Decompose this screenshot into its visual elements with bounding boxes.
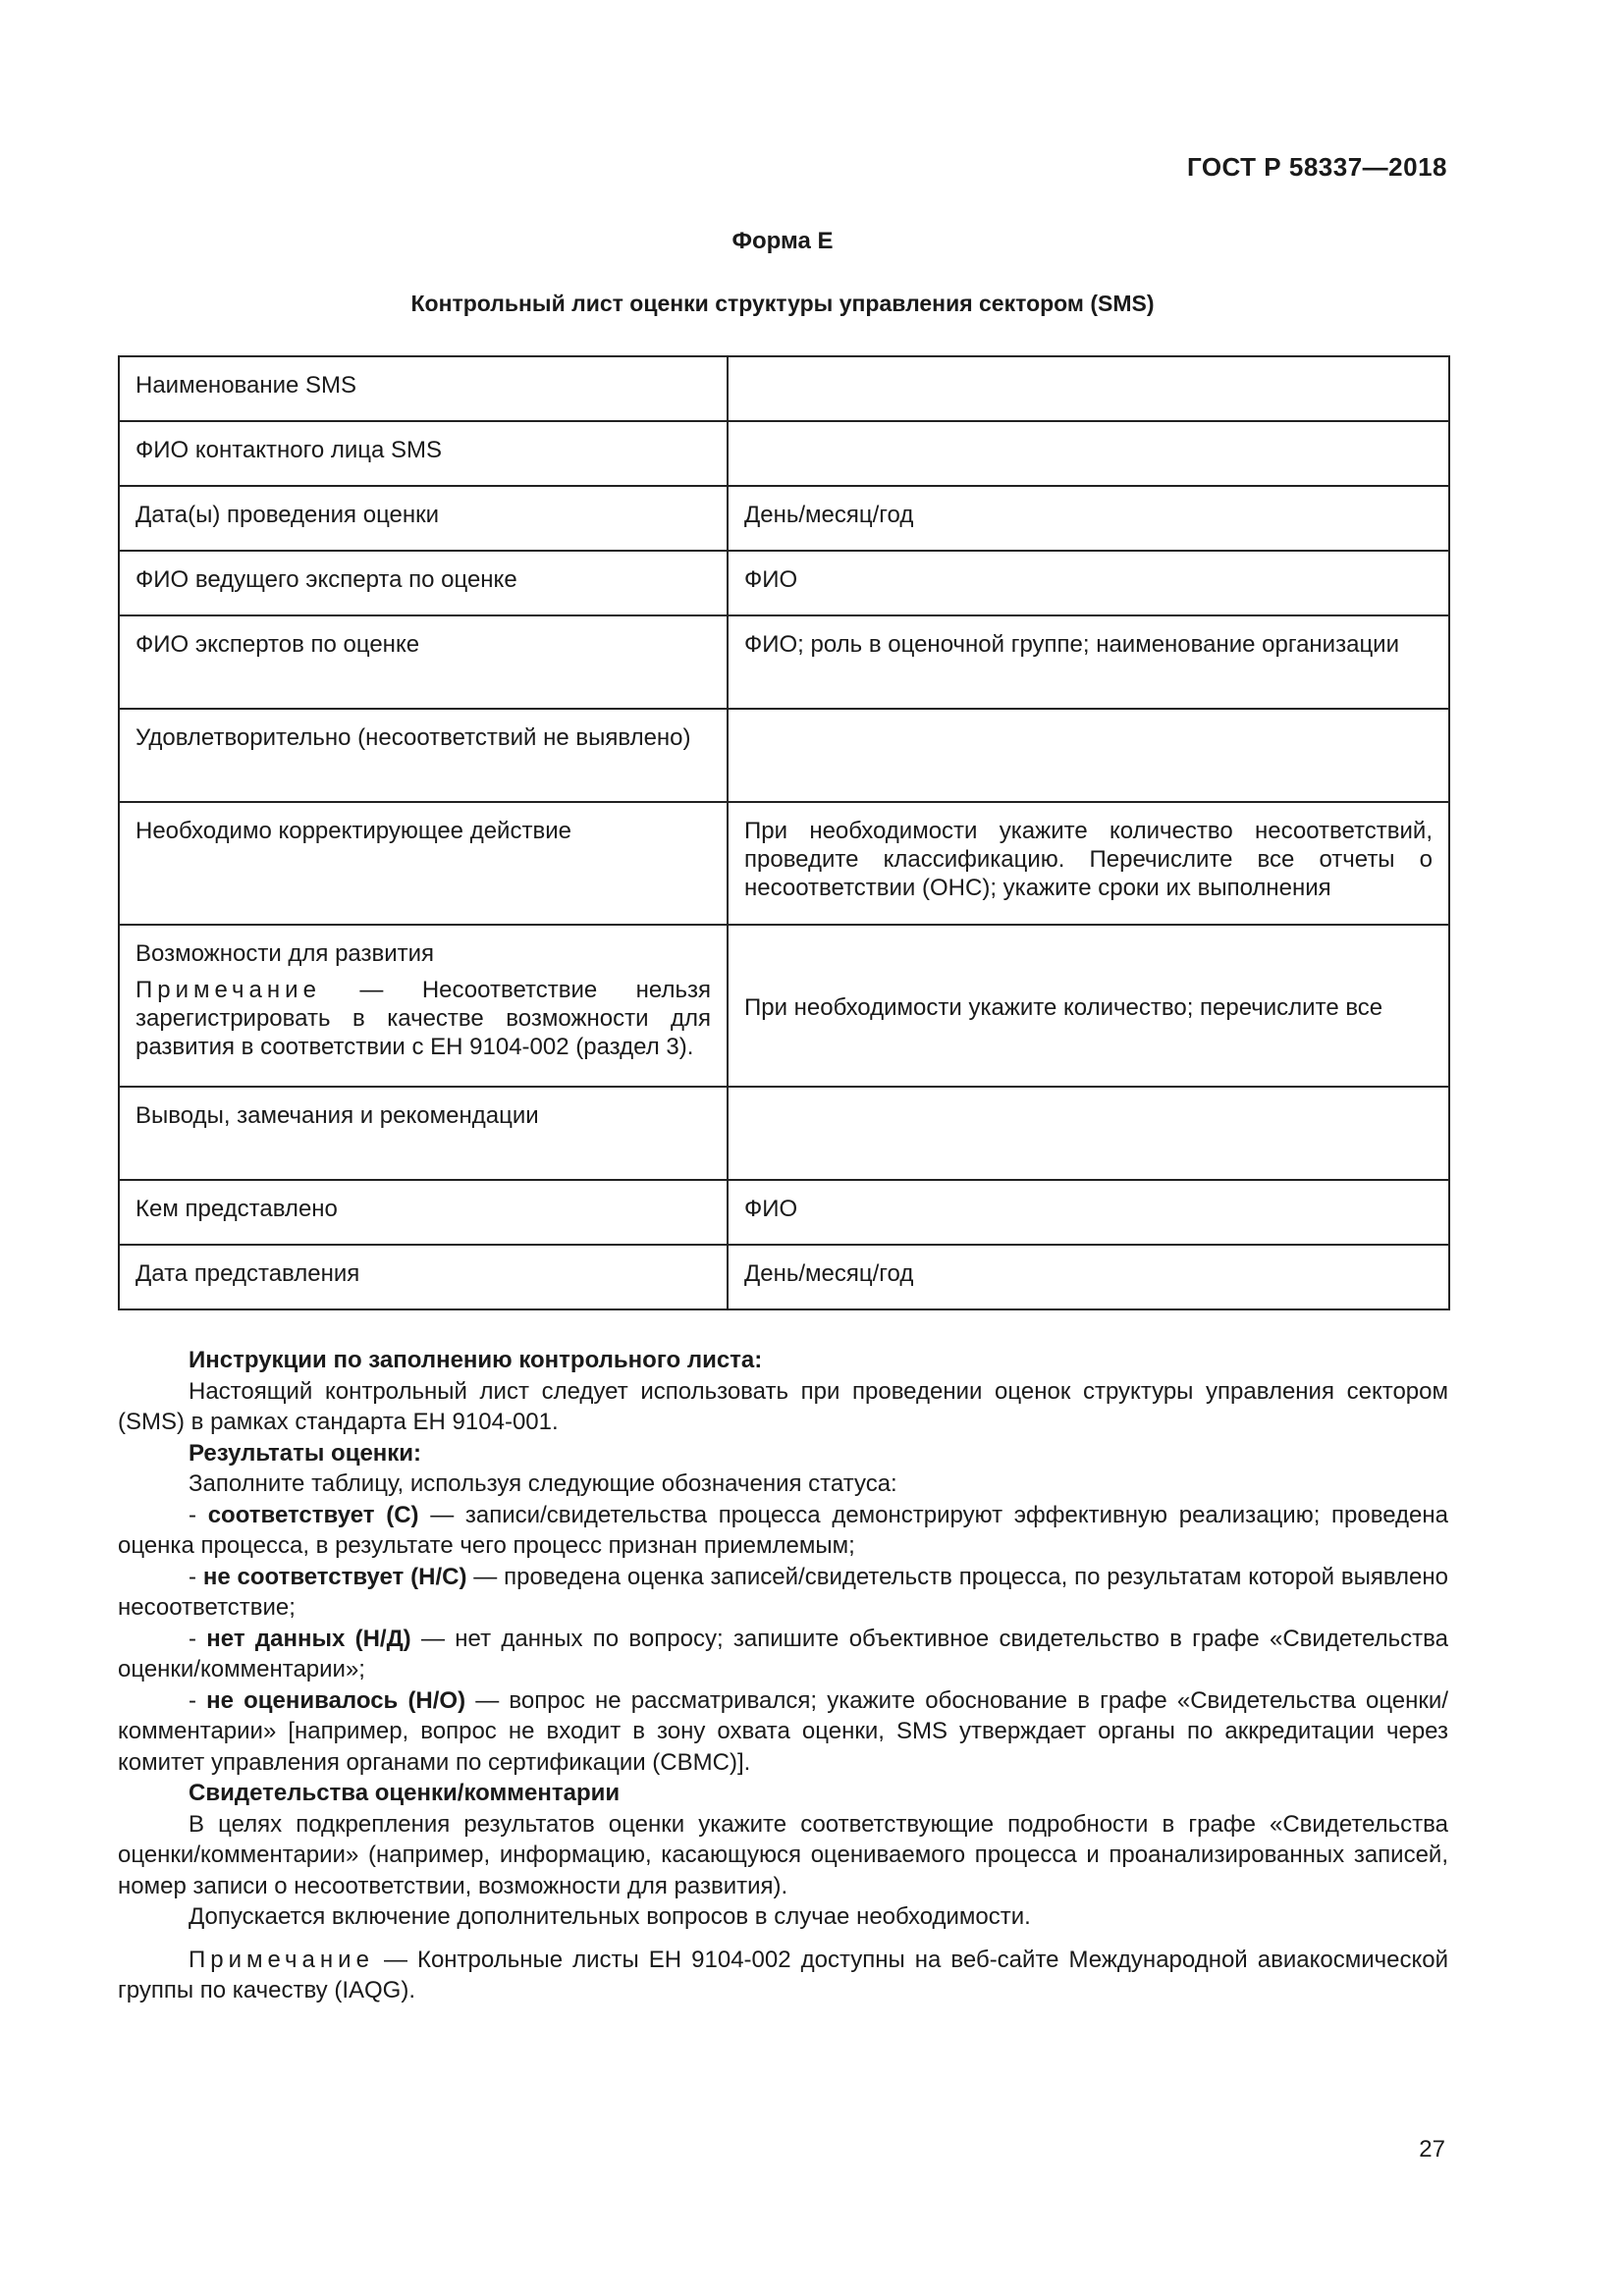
table-row [119, 1180, 1449, 1245]
table-row [119, 802, 1449, 925]
document-code: ГОСТ Р 58337—2018 [1186, 152, 1447, 182]
status-item: - не оценивалось (Н/О) — вопрос не рассматривался; укажите обоснование в графе «Свидетельства оценки/комментарии» [например, вопрос не входит в зону охвата оценки, SMS утверждает органы по аккредитации через комитет управления органами по сертификации (CBMC)]. [118, 1686, 1448, 1776]
row-value: ФИО; роль в оценочной группе; наименование организации [728, 615, 1449, 709]
note-text: — Несоответствие нельзя зарегистрировать в качестве возможности для развития в соответствии с ЕН 9104-002 (раздел 3). [135, 977, 711, 1060]
table-row [119, 925, 1449, 1087]
row-value [728, 1087, 1449, 1180]
table-row [119, 356, 1449, 421]
row-label: Возможности для развития [135, 940, 435, 967]
status-item: - не соответствует (Н/С) — проведена оценка записей/свидетельств процесса, по результатам которой выявлено несоответствие; [118, 1563, 1448, 1621]
results-intro: Заполните таблицу, используя следующие обозначения статуса: [189, 1470, 897, 1497]
table-row [119, 421, 1449, 486]
status-text: — записи/свидетельства процесса демонстрируют эффективную реализацию; проведена оценка процесса, в результате чего процесс признан приемлемым; [118, 1501, 1448, 1559]
checklist-table [118, 355, 1450, 1310]
row-label: Удовлетворительно (несоответствий не выявлено) [119, 709, 728, 802]
instructions-intro: Настоящий контрольный лист следует использовать при проведении оценок структуры управления сектором (SMS) в рамках стандарта ЕН 9104-001. [118, 1377, 1448, 1435]
instructions-section [118, 1345, 1448, 2006]
row-value [728, 356, 1449, 421]
status-item: - соответствует (С) — записи/свидетельства процесса демонстрируют эффективную реализацию; проведена оценка процесса, в результате чего процесс признан приемлемым; [118, 1501, 1448, 1559]
status-text: — проведена оценка записей/свидетельств процесса, по результатам которой выявлено несоответствие; [118, 1563, 1448, 1621]
note-prefix: Примечание [135, 977, 321, 1003]
row-label: ФИО экспертов по оценке [119, 615, 728, 709]
row-label: Кем представлено [119, 1180, 728, 1245]
table-row [119, 486, 1449, 551]
form-subtitle: Контрольный лист оценки структуры управления сектором (SMS) [410, 291, 1155, 316]
page-number: 27 [1419, 2136, 1445, 2163]
row-value: День/месяц/год [728, 1245, 1449, 1309]
status-term: не соответствует (Н/С) [202, 1563, 467, 1590]
row-label: Дата(ы) проведения оценки [119, 486, 728, 551]
table-row [119, 551, 1449, 615]
row-value: При необходимости укажите количество; перечислите все [728, 925, 1449, 1087]
table-row [119, 709, 1449, 802]
evidence-text: В целях подкрепления результатов оценки укажите соответствующие подробности в графе «Свидетельства оценки/комментарии» (например, информацию, касающуюся оцениваемого процесса и проанализированных записей, номер записи о несоответствии, возможности для развития). [118, 1810, 1448, 1899]
row-value: При необходимости укажите количество несоответствий, проведите классификацию. Перечислите все отчеты о несоответствии (ОНС); укажите сроки их выполнения [728, 802, 1449, 925]
row-value: День/месяц/год [728, 486, 1449, 551]
row-value: ФИО [728, 551, 1449, 615]
form-title: Форма Е [731, 228, 834, 254]
results-heading: Результаты оценки: [189, 1439, 422, 1467]
row-value [728, 421, 1449, 486]
status-term: нет данных (Н/Д) [206, 1625, 411, 1652]
status-text: — вопрос не рассматривался; укажите обоснование в графе «Свидетельства оценки/комментарии» [например, вопрос не входит в зону охвата оценки, SMS утверждает органы по аккредитации через комитет управления органами по сертификации (CBMC)]. [118, 1686, 1448, 1776]
table-row [119, 1245, 1449, 1309]
final-note [118, 1945, 1448, 2006]
row-value [728, 709, 1449, 802]
row-label: Наименование SMS [119, 356, 728, 421]
row-label: Дата представления [119, 1245, 728, 1309]
row-label: Необходимо корректирующее действие [119, 802, 728, 925]
instructions-heading: Инструкции по заполнению контрольного листа: [189, 1347, 763, 1373]
table-row [119, 615, 1449, 709]
cell-note [135, 976, 711, 1061]
row-label: ФИО ведущего эксперта по оценке [119, 551, 728, 615]
status-term: соответствует (С) [207, 1501, 419, 1528]
row-label: Выводы, замечания и рекомендации [119, 1087, 728, 1180]
note-text: — Контрольные листы ЕН 9104-002 доступны на веб-сайте Международной авиакосмической группы по качеству (IAQG). [118, 1946, 1448, 2003]
status-term: не оценивалось (Н/О) [206, 1686, 466, 1714]
evidence-heading: Свидетельства оценки/комментарии [189, 1780, 621, 1806]
note-prefix: Примечание [189, 1946, 374, 1973]
extra-questions-text: Допускается включение дополнительных вопросов в случае необходимости. [189, 1903, 1031, 1930]
row-label: ФИО контактного лица SMS [119, 421, 728, 486]
row-label-with-note [119, 925, 728, 1087]
row-value: ФИО [728, 1180, 1449, 1245]
status-text: — нет данных по вопросу; запишите объективное свидетельство в графе «Свидетельства оценки/комментарии»; [118, 1625, 1448, 1682]
table-row [119, 1087, 1449, 1180]
status-item: - нет данных (Н/Д) — нет данных по вопросу; запишите объективное свидетельство в графе «Свидетельства оценки/комментарии»; [118, 1625, 1448, 1682]
